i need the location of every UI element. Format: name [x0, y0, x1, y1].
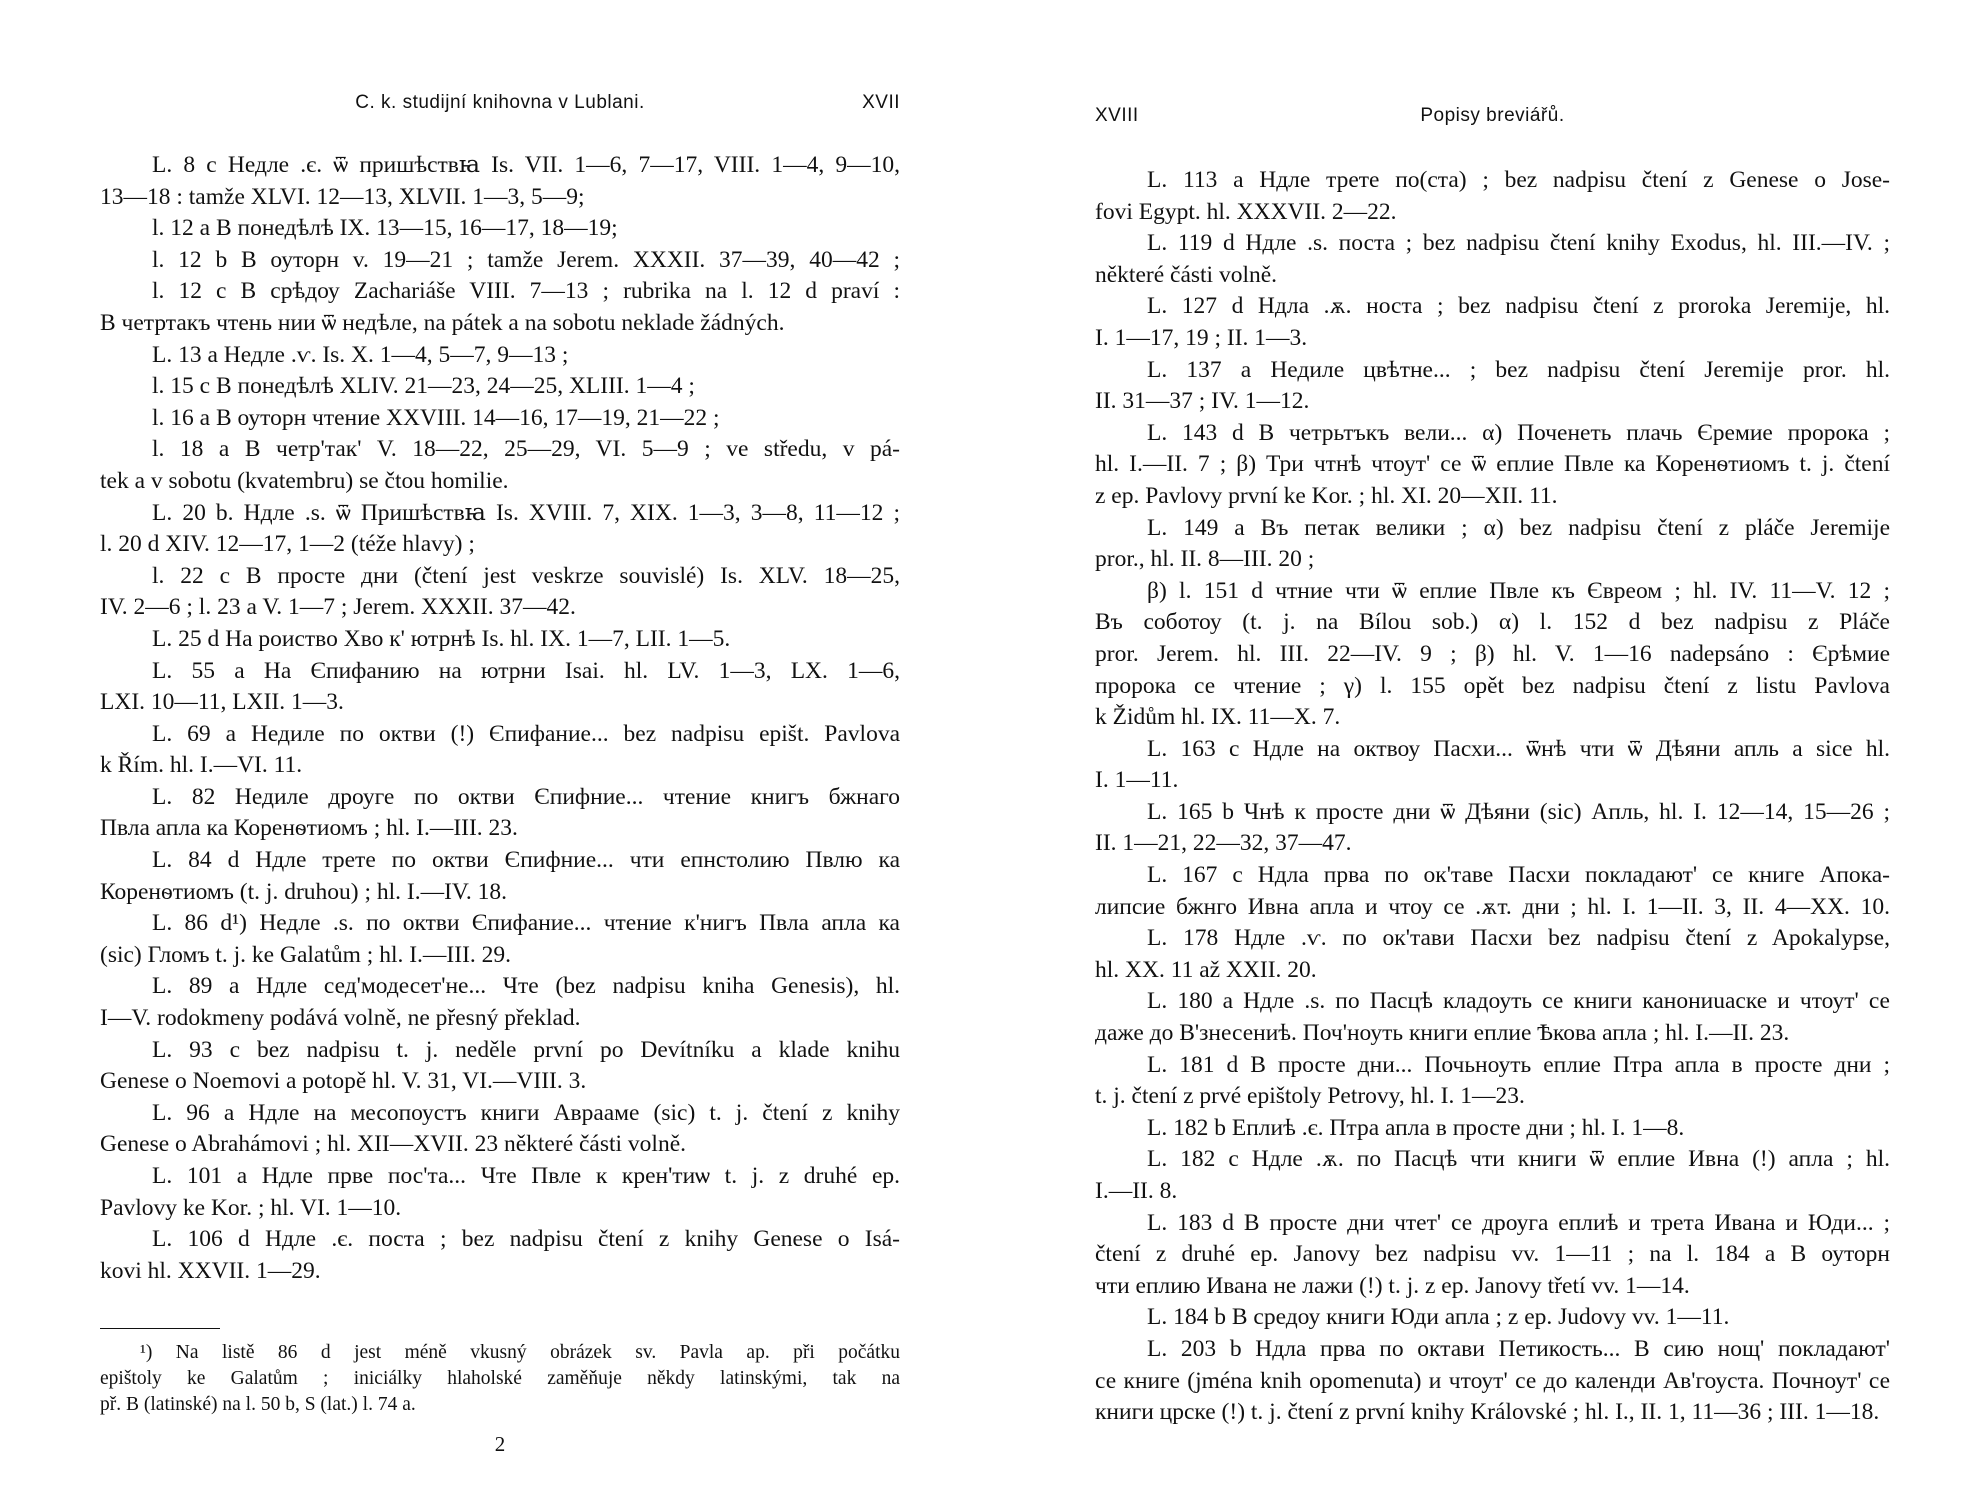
text-line: I.—II. 8.	[1095, 1178, 1178, 1204]
text-line: 13—18 : tamže XLVI. 12—13, XLVII. 1—3, 5—9;	[100, 183, 585, 210]
text-line: pror., hl. II. 8—III. 20 ;	[1095, 546, 1315, 573]
text-line: k Židům hl. IX. 11—X. 7.	[1095, 704, 1341, 731]
text-line: L. 184 b В средоу книги Юди апла ; z ep. Judovy vv. 1—11.	[1147, 1304, 1730, 1331]
text-line: hl. XX. 11 až XXII. 20.	[1095, 956, 1317, 983]
text-line: l. 15 c В понедѣлѣ XLIV. 21—23, 24—25, XLIII. 1—4 ;	[152, 373, 695, 400]
text-line: L. 127 d Ндла .ѫ. носта ; bez nadpisu čtení z proroka Jeremije, hl.	[1147, 293, 1890, 320]
text-line: пророка се чтение ; γ) l. 155 opět bez nadpisu čtení z listu Pavlova	[1095, 672, 1890, 699]
text-line: L. 93 c bez nadpisu t. j. neděle první po Devítníku a klade knihu	[152, 1036, 900, 1063]
text-line: některé části volně.	[1095, 261, 1278, 288]
text-line: се книге (jména knih opomenuta) и чтоут' се до календи Ав'гоуста. Почноут' се	[1095, 1367, 1890, 1394]
footnote-divider	[100, 1328, 220, 1329]
text-line: epištoly ke Galatům ; iniciálky hlaholské zaměňuje někdy latinskými, tak na	[100, 1368, 900, 1389]
body-text	[1095, 165, 1890, 1429]
text-line: липсие бжнго Ивна апла и чтоу се .ѫт. дни ; hl. I. 1—II. 3, II. 4—XX. 10.	[1095, 893, 1890, 920]
text-line: L. 167 c Ндла прва по ок'таве Пасхи покладают' се книге Апока-	[1147, 862, 1890, 889]
text-line: L. 89 a Ндле сед'модесет'не... Чте (bez nadpisu kniha Genesis), hl.	[152, 973, 900, 1000]
text-line: L. 119 d Ндле .ѕ. поста ; bez nadpisu čtení knihy Exodus, hl. III.—IV. ;	[1147, 230, 1890, 257]
text-line: L. 137 a Недиле цвѣтне... ; bez nadpisu čtení Jeremije pror. hl.	[1147, 356, 1890, 383]
text-line: L. 183 d В просте дни чтет' се дроуга еплиѣ и трета Ивана и Юди... ;	[1147, 1209, 1890, 1236]
text-line: kovi hl. XXVII. 1—29.	[100, 1257, 321, 1284]
text-line: Pavlovy ke Kor. ; hl. VI. 1—10.	[100, 1194, 402, 1221]
text-line: l. 12 b В оуторн v. 19—21 ; tamže Jerem. XXXII. 37—39, 40—42 ;	[152, 246, 900, 273]
text-line: (sic) Гломъ t. j. ke Galatům ; hl. I.—III. 29.	[100, 941, 512, 968]
text-line: I. 1—11.	[1095, 767, 1179, 794]
text-line: l. 12 a В понедѣлѣ IX. 13—15, 16—17, 18—19;	[152, 215, 618, 242]
text-line: Пвла апла ка Коренѳтиомъ ; hl. I.—III. 23.	[100, 815, 518, 842]
text-line: L. 182 b Еплиѣ .є. Птра апла в просте дни ; hl. I. 1—8.	[1147, 1114, 1685, 1141]
text-line: Коренѳтиомъ (t. j. druhou) ; hl. I.—IV. 18.	[100, 878, 507, 905]
text-line: даже до В'знесениѣ. Поч'ноуть книги еплие Ѣкова апла ; hl. I.—II. 23.	[1095, 1020, 1790, 1047]
text-line: чти еплию Ивана не лажи (!) t. j. z ep. Janovy třetí vv. 1—14.	[1095, 1272, 1690, 1299]
text-line: II. 31—37 ; IV. 1—12.	[1095, 388, 1310, 415]
text-line: L. 180 a Ндле .ѕ. по Пасцѣ кладоуть се книги канониuаске и чтоут' се	[1147, 988, 1890, 1015]
text-line: L. 101 a Ндле прве пос'та... Чте Пвле к крен'тиѡ t. j. z druhé ep.	[152, 1163, 900, 1189]
text-line: hl. I.—II. 7 ; β) Три чтнѣ чтоут' се ѿ еплие Пвле ка Коренѳтиомъ t. j. čtení	[1095, 451, 1890, 478]
text-line: l. 18 a В четр'так' V. 18—22, 25—29, VI. 5—9 ; ve středu, v pá-	[152, 436, 900, 463]
text-line: L. 20 b. Ндле .ѕ. ѿ Пришѣствꙗ Is. XVIII. 7, XIX. 1—3, 3—8, 11—12 ;	[152, 499, 900, 526]
text-line: fovi Egypt. hl. XXXVII. 2—22.	[1095, 198, 1397, 225]
page-numeral: XVIII	[1095, 105, 1139, 126]
text-line: L. 86 d¹) Недле .ѕ. по октви Єпифание... чтение к'нигъ Пвла апла ка	[152, 910, 900, 937]
text-line: L. 96 a Ндле на месопоустъ книги Аврааме (sic) t. j. čtení z knihy	[152, 1099, 900, 1126]
text-line: Въ соботоу (t. j. na Bílou sob.) α) l. 152 d bez nadpisu z Pláče	[1095, 609, 1890, 636]
text-line: L. 106 d Ндле .є. поста ; bez nadpisu čtení z knihy Genese o Isá-	[152, 1226, 900, 1253]
text-line: ¹) Na listě 86 d jest méně vkusný obrázek sv. Pavla ap. při počátku	[140, 1342, 900, 1363]
text-line: z ep. Pavlovy první ke Kor. ; hl. XI. 20—XII. 11.	[1095, 482, 1558, 509]
text-line: β) l. 151 d чтние чти ѿ еплие Пвле къ Євреом ; hl. IV. 11—V. 12 ;	[1147, 577, 1890, 604]
text-line: l. 16 a В оуторн чтение XXVIII. 14—16, 17—19, 21—22 ;	[152, 404, 720, 431]
body-text	[100, 150, 900, 1287]
text-line: L. 163 c Ндле на октвоу Пасхи... ѿнѣ чти ѿ Дѣяни апль a sice hl.	[1147, 735, 1890, 762]
text-line: l. 20 d XIV. 12—17, 1—2 (téže hlavy) ;	[100, 531, 475, 558]
text-line: В четртакъ чтень нии ѿ недѣле, na pátek a na sobotu neklade žádných.	[100, 309, 785, 336]
text-line: l. 22 c В просте дни (čtení jest veskrze souvislé) Is. XLV. 18—25,	[152, 562, 900, 589]
text-line: čtení z druhé ep. Janovy bez nadpisu vv. 1—11 ; na l. 184 a В оуторн	[1095, 1241, 1890, 1268]
text-line: pror. Jerem. hl. III. 22—IV. 9 ; β) hl. V. 1—16 nadepsáno : Єрѣмие	[1095, 640, 1890, 667]
text-line: L. 181 d В просте дни... Почьноуть еплие Птра апла в просте дни ;	[1147, 1051, 1890, 1078]
running-title: C. k. studijní knihovna v Lublani.	[355, 92, 645, 113]
text-line: L. 84 d Ндле трете по октви Єпифние... чти епнстолию Пвлю ка	[152, 847, 900, 874]
text-line: I—V. rodokmeny podává volně, ne přesný překlad.	[100, 1005, 581, 1032]
page-numeral: XVII	[862, 92, 900, 113]
text-line: Genese o Abrahámovi ; hl. XII—XVII. 23 některé části volně.	[100, 1131, 687, 1158]
text-line: II. 1—21, 22—32, 37—47.	[1095, 830, 1352, 857]
text-line: t. j. čtení z prvé epištoly Petrovy, hl. I. 1—23.	[1095, 1083, 1525, 1110]
text-line: Genese o Noemovi a potopě hl. V. 31, VI.—VIII. 3.	[100, 1068, 587, 1095]
text-line: L. 13 a Недле .ѵ. Is. X. 1—4, 5—7, 9—13 ;	[152, 341, 569, 368]
text-line: книги црске (!) t. j. čtení z první knihy Královské ; hl. I., II. 1, 11—36 ; III. 1—18.	[1095, 1399, 1880, 1426]
text-line: L. 69 a Недиле по октви (!) Єпифание... bez nadpisu epišt. Pavlova	[152, 720, 900, 747]
text-line: L. 149 a Въ петак велики ; α) bez nadpisu čtení z pláče Jeremije	[1147, 514, 1890, 541]
text-line: L. 178 Ндле .ѵ. по ок'тави Пасхи bez nadpisu čtení z Apokalypse,	[1147, 925, 1890, 952]
right-page	[1095, 0, 1890, 1500]
text-line: l. 12 c В срѣдоу Zachariáše VIII. 7—13 ; rubrika na l. 12 d praví :	[152, 278, 900, 305]
text-line: I. 1—17, 19 ; II. 1—3.	[1095, 324, 1308, 351]
text-line: L. 143 d В четрьтъкъ вели... α) Поченеть плачь Єремие пророка ;	[1147, 419, 1890, 446]
text-line: L. 82 Недиле дроуге по октви Єпифние... чтение книгъ бжнаго	[152, 783, 900, 810]
running-title: Popisy breviářů.	[1420, 105, 1565, 126]
text-line: L. 55 a На Єпифанию на ютрни Isai. hl. LV. 1—3, LX. 1—6,	[152, 657, 900, 684]
text-line: tek a v sobotu (kvatembru) se čtou homilie.	[100, 467, 509, 494]
text-line: L. 165 b Чнѣ к просте дни ѿ Дѣяни (sic) Апль, hl. I. 12—14, 15—26 ;	[1147, 798, 1890, 825]
text-line: L. 8 c Недле .є. ѿ пришѣствꙗ Is. VII. 1—6, 7—17, VIII. 1—4, 9—10,	[152, 152, 900, 178]
page-number: 2	[494, 1432, 506, 1456]
text-line: LXI. 10—11, LXII. 1—3.	[100, 689, 344, 716]
text-line: L. 203 b Ндла прва по октави Петикость... В сию нощ' покладают'	[1147, 1335, 1890, 1362]
text-line: k Řím. hl. I.—VI. 11.	[100, 752, 303, 779]
text-line: L. 25 d На роиство Хво к' ютрнѣ Is. hl. IX. 1—7, LII. 1—5.	[152, 625, 731, 652]
text-line: IV. 2—6 ; l. 23 a V. 1—7 ; Jerem. XXXII. 37—42.	[100, 594, 576, 621]
text-line: L. 182 c Ндле .ѫ. по Пасцѣ чти книги ѿ еплие Ивна (!) апла ; hl.	[1147, 1146, 1890, 1173]
left-page	[100, 0, 900, 1500]
footnote	[100, 1340, 900, 1418]
text-line: př. B (latinské) na l. 50 b, S (lat.) l. 74 a.	[100, 1394, 416, 1415]
text-line: L. 113 a Ндле трете по(ста) ; bez nadpisu čtení z Genese o Jose-	[1147, 167, 1890, 193]
